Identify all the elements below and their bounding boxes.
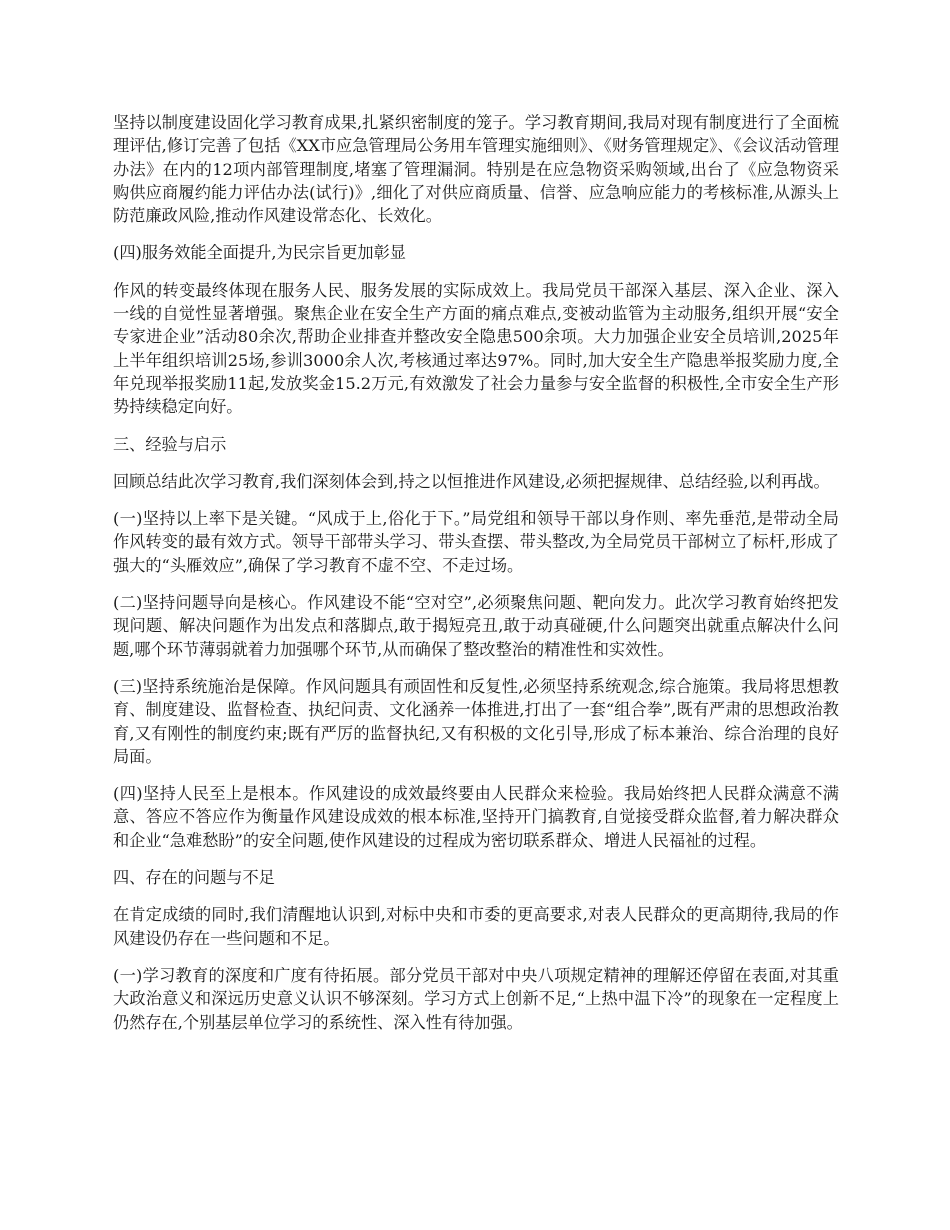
paragraph-lead-by-example: (一)坚持以上率下是关键。“风成于上,俗化于下。”局党组和领导干部以身作则、率先垂范,是带动全局作风转变的最有效方式。领导干部带头学习、带头查摆、带头整改,为全局党员干部树立了标杆,形成了强大的“头雁效应”,确保了学习教育不虚不空、不走过场。: [113, 509, 839, 575]
paragraph-people-first: (四)坚持人民至上是根本。作风建设的成效最终要由人民群众来检验。我局始终把人民群众满意不满意、答应不答应作为衡量作风建设成效的根本标准,坚持开门搞教育,自觉接受群众监督,着力解决群众和企业“急难愁盼”的安全问题,使作风建设的过程成为密切联系群众、增进人民福祉的过程。: [113, 784, 839, 850]
paragraph-problem-oriented: (二)坚持问题导向是核心。作风建设不能“空对空”,必须聚焦问题、靶向发力。此次学习教育始终把发现问题、解决问题作为出发点和落脚点,敢于揭短亮丑,敢于动真碰硬,什么问题突出就重点解决什么问题,哪个环节薄弱就着力加强哪个环节,从而确保了整改整治的精准性和实效性。: [113, 593, 839, 659]
paragraph-service-results: 作风的转变最终体现在服务人民、服务发展的实际成效上。我局党员干部深入基层、深入企业、深入一线的自觉性显著增强。聚焦企业在安全生产方面的痛点难点,变被动监管为主动服务,组织开展“安全专家进企业”活动80余次,帮助企业排查并整改安全隐患500余项。大力加强企业安全员培训,2025年上半年组织培训25场,参训3000余人次,考核通过率达97%。同时,加大安全生产隐患举报奖励力度,全年兑现举报奖励11起,发放奖金15.2万元,有效激发了社会力量参与安全监督的积极性,全市安全生产形势持续稳定向好。: [113, 280, 839, 417]
paragraph-study-depth: (一)学习教育的深度和广度有待拓展。部分党员干部对中央八项规定精神的理解还停留在表面,对其重大政治意义和深远历史意义认识不够深刻。学习方式上创新不足,“上热中温下冷”的现象在一定程度上仍然存在,个别基层单位学习的系统性、深入性有待加强。: [113, 965, 839, 1032]
heading-service-efficiency: (四)服务效能全面提升,为民宗旨更加彰显: [113, 243, 406, 263]
heading-section-three: 三、经验与启示: [113, 434, 227, 454]
paragraph-shortcomings-intro: 在肯定成绩的同时,我们清醒地认识到,对标中央和市委的更高要求,对表人民群众的更高期待,我局的作风建设仍存在一些问题和不足。: [113, 905, 839, 948]
heading-section-four: 四、存在的问题与不足: [113, 868, 275, 888]
paragraph-institution-building: 坚持以制度建设固化学习教育成果,扎紧织密制度的笼子。学习教育期间,我局对现有制度进行了全面梳理评估,修订完善了包括《XX市应急管理局公务用车管理实施细则》、《财务管理规定》、《会议活动管理办法》在内的12项内部管理制度,堵塞了管理漏洞。特别是在应急物资采购领域,出台了《应急物资采购供应商履约能力评估办法(试行)》,细化了对供应商质量、信誉、应急响应能力的考核标准,从源头上防范廉政风险,推动作风建设常态化、长效化。: [113, 113, 839, 226]
paragraph-systematic-governance: (三)坚持系统施治是保障。作风问题具有顽固性和反复性,必须坚持系统观念,综合施策。我局将思想教育、制度建设、监督检查、执纪问责、文化涵养一体推进,打出了一套“组合拳”,既有严肃的思想政治教育,又有刚性的制度约束;既有严厉的监督执纪,又有积极的文化引导,形成了标本兼治、综合治理的良好局面。: [113, 676, 839, 766]
paragraph-review-summary: 回顾总结此次学习教育,我们深刻体会到,持之以恒推进作风建设,必须把握规律、总结经验,以利再战。: [113, 471, 830, 491]
document-body: [113, 111, 839, 1048]
